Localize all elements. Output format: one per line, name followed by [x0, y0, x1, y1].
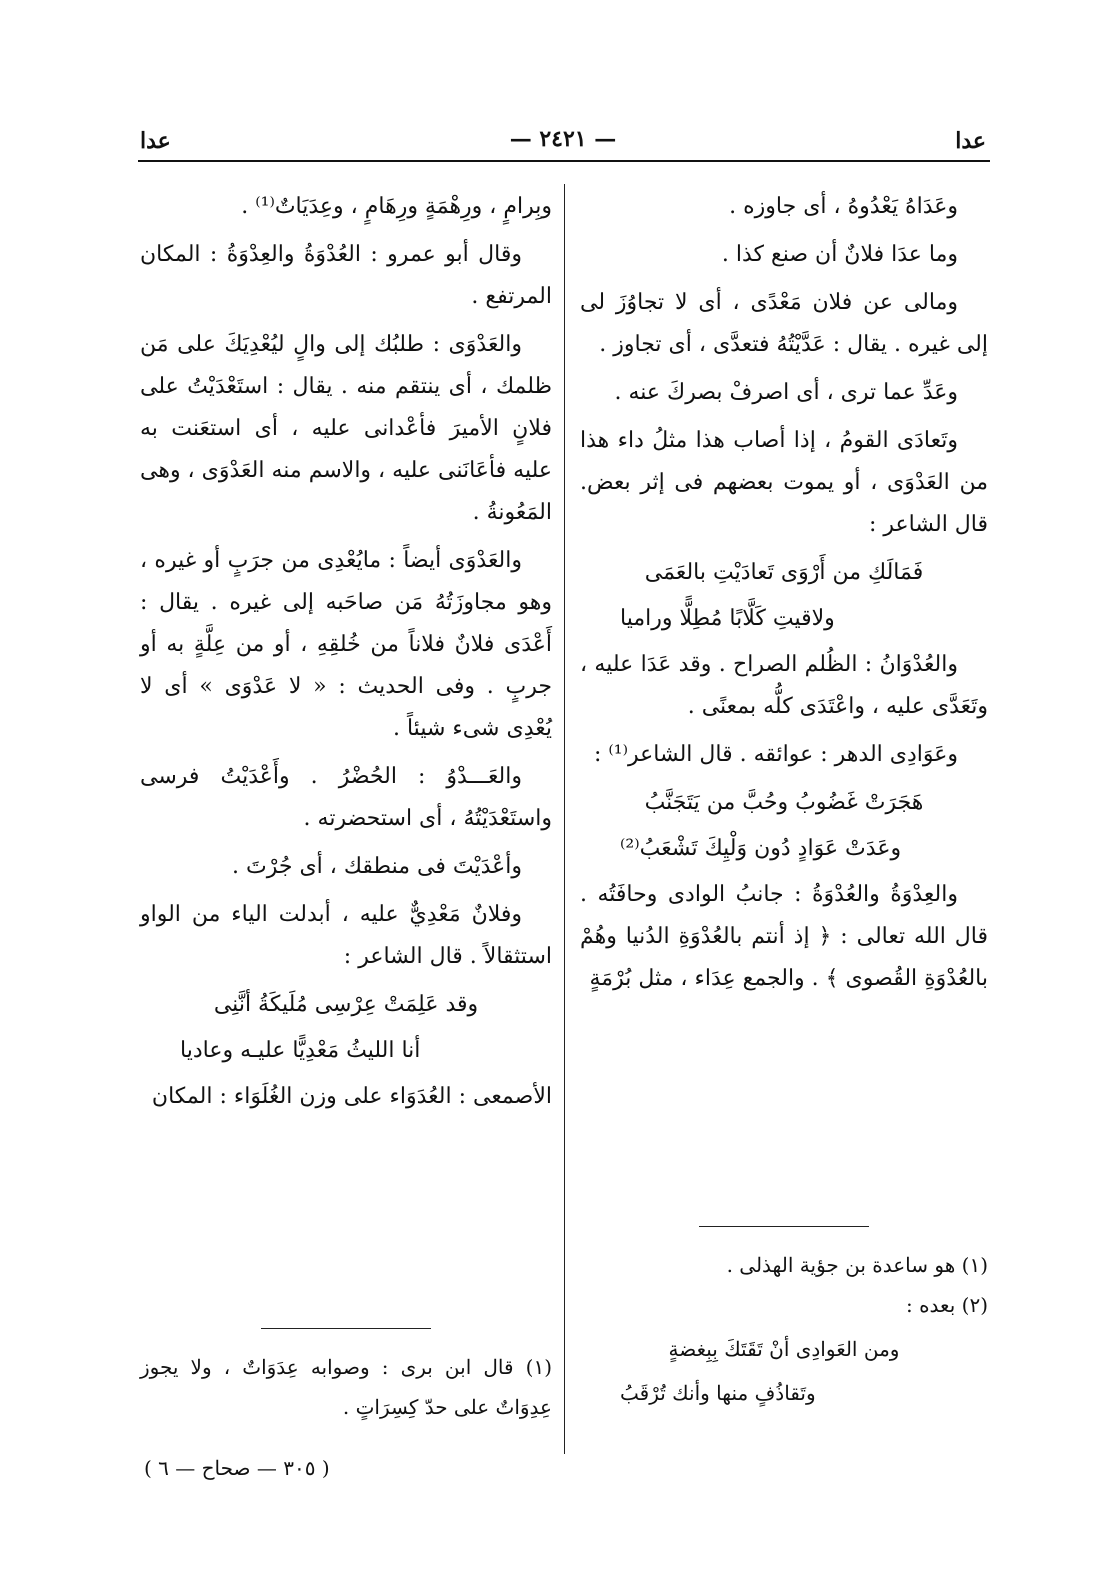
- footnote-rule: [261, 1328, 431, 1329]
- paragraph: والعَـــدْوُ : الحُضْرُ . وأَعْدَيْتُ فرسى واستَعْدَيْتُهُ ، أى استحضرته .: [140, 764, 552, 831]
- footnote-rule: [699, 1226, 869, 1227]
- paragraph: وما عدَا فلانٌ أن صنع كذا .: [721, 242, 958, 267]
- paragraph: وأعْدَيْتَ فى منطقك ، أى جُرْتَ .: [232, 854, 522, 879]
- verse-line: ولاقيتِ كَلَّابًا مُطِلًّا وراميا: [620, 606, 835, 631]
- paragraph: وقال أبو عمرو : العُدْوَةُ والعِدْوَةُ : المكان المرتفع .: [140, 242, 552, 309]
- verse-line: هَجَرَتْ غَضُوبُ وحُبَّ من يَتَجَنَّبُ: [644, 790, 924, 815]
- verse-line: ومن العَوادِى أنْ تَقَتَكَ بِبِغضةٍ: [668, 1337, 900, 1361]
- verse-line: وتَقاذُفٍ منها وأنك تُرْقَبُ: [620, 1381, 816, 1405]
- paragraph: وعَدَاهُ يَعْدُوهُ ، أى جاوزه .: [729, 194, 958, 219]
- paragraph: وعَوَادِى الدهر : عوائقه . قال الشاعر⁽¹⁾ :: [593, 742, 958, 767]
- headword-right: عدا: [955, 128, 986, 154]
- paragraph: ومالى عن فلان مَعْدًى ، أى لا تجاوُزَ لى إلى غيره . يقال : عَدَّيْتُهُ فتعدَّى ، أى تجاوز .: [580, 290, 988, 357]
- footnote: (٢) بعده :: [905, 1293, 988, 1317]
- footnotes: [580, 1216, 988, 1417]
- footnotes: [140, 1318, 552, 1427]
- footnote: (١) قال ابن برى : وصوابه عِدَوَاتٌ ، ولا يجوز عِدِوَاتٌ على حدّ كِسِرَاتٍ .: [140, 1355, 552, 1419]
- paragraph: وتَعادَى القومُ ، إذا أصاب هذا مثلُ داء هذا من العَدْوَى ، أو يموت بعضهم فى إثر بعض. قال الشاعر :: [580, 428, 988, 537]
- headword-left: عدا: [140, 128, 171, 154]
- paragraph: وفلانٌ مَعْدِيٌّ عليه ، أبدلت الياء من الواو استثقالاً . قال الشاعر :: [140, 902, 552, 969]
- paragraph: والعَدْوَى : طلبُك إلى والٍ ليُعْدِيَكَ على مَن ظلمك ، أى ينتقم منه . يقال : استَعْدَيْتُ على فلانٍ الأميرَ فأعْدانى عليه ، أى استعَنت به عليه فأعَانَنى عليه ، والاسم منه العَدْوَى ، وهى المَعُونةُ .: [140, 332, 552, 525]
- verse-line: أنا الليثُ مَعْدِيًّا عليـه وعاديا: [180, 1038, 421, 1063]
- page-number: — ٢٤٢١ —: [509, 126, 617, 152]
- paragraph: الأصمعى : العُدَوَاء على وزن الغُلَوَاء : المكان: [151, 1084, 552, 1109]
- verse-line: وقد عَلِمَتْ عِرْسِى مُلَيكَةُ أنَّنِى: [213, 992, 479, 1017]
- paragraph: وبِرامٍ ، ورِهْمَةٍ ورِهَامٍ ، وعِدَيَاتٌ⁽¹⁾ .: [241, 194, 552, 219]
- paragraph: وعَدِّ عما ترى ، أى اصرفْ بصركَ عنه .: [614, 380, 958, 405]
- footnote: (١) هو ساعدة بن جؤية الهذلى .: [726, 1253, 988, 1277]
- left-column: [140, 186, 552, 1419]
- column-divider: [564, 184, 565, 1454]
- paragraph: والعُدْوَانُ : الظُلم الصراح . وقد عَدَا عليه ، وتَعَدَّى عليه ، واعْتَدَى كلُّه بمعنًى .: [580, 652, 988, 719]
- signature-mark: ( ٣٠٥ — صحاح — ٦ ): [144, 1456, 330, 1480]
- header-rule: [138, 160, 990, 162]
- paragraph: والعِدْوَةُ والعُدْوَةُ : جانبُ الوادى وحافَتُه . قال الله تعالى : ﴿ إذ أنتم بالعُدْوَةِ الدُنيا وهُمْ بالعُدْوَةِ القُصوى ﴾ . والجمع عِدَاء ، مثل بُرْمَةٍ: [580, 882, 988, 991]
- page-header: [140, 124, 986, 160]
- paragraph: والعَدْوَى أيضاً : مايُعْدِى من جرَبٍ أو غيره ، وهو مجاوزَتُهُ مَن صاحَبه إلى غيره . يقال : أَعْدَى فلانٌ فلاناً من خُلقِهِ ، أو من عِلَّةٍ به أو جربٍ . وفى الحديث : « لا عَدْوَى » أى لا يُعْدِى شىء شيئاً .: [140, 548, 552, 741]
- verse-line: فَمَالَكِ من أَرْوَى تَعادَيْتِ بالعَمَى: [644, 560, 924, 585]
- right-column: [580, 186, 988, 1405]
- verse-line: وعَدَتْ عَوَادٍ دُون وَلْيِكَ تَشْعَبُ⁽²⁾: [620, 836, 902, 861]
